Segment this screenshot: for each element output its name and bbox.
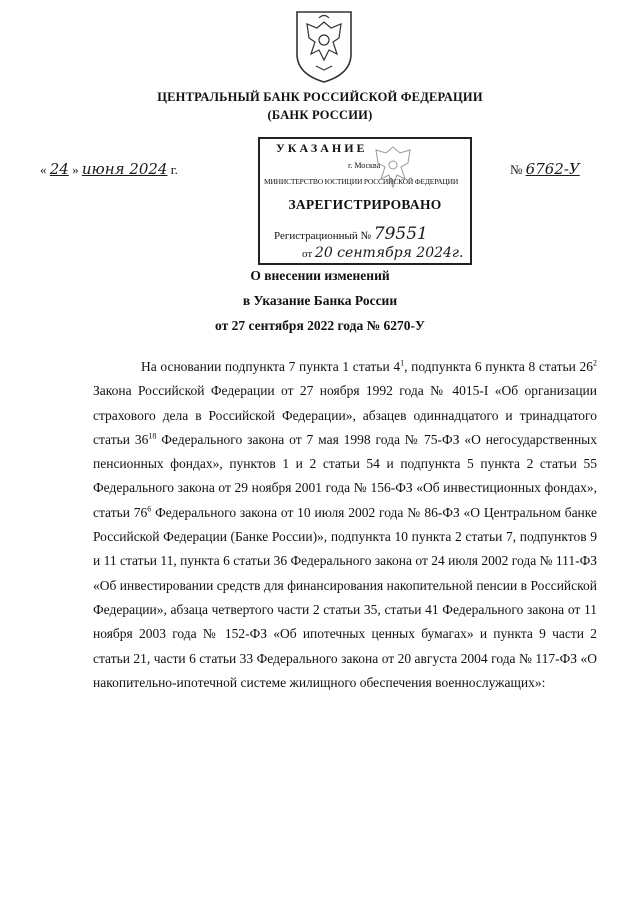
handwritten-number: 6762-У xyxy=(525,160,580,178)
handwritten-month-year: июня 2024 xyxy=(81,160,168,178)
title-line-3: от 27 сентября 2022 года № 6270-У xyxy=(215,318,425,333)
title-line-2: в Указание Банка России xyxy=(242,293,398,308)
stamp-ministry: МИНИСТЕРСТВО ЮСТИЦИИ РОССИЙСКОЙ ФЕДЕРАЦИИ xyxy=(264,177,459,186)
stamp-registered: ЗАРЕГИСТРИРОВАНО xyxy=(288,197,442,212)
bank-short-name: (БАНК РОССИИ) xyxy=(267,108,373,122)
stamp-reg-date: от 20 сентября 2024г. xyxy=(302,245,464,261)
handwritten-reg-number: 79551 xyxy=(373,224,428,244)
preamble-paragraph: На основании подпункта 7 пункта 1 статьи $4^1$, подпункта 6 пункта 8 статьи $26^2$ Закона Российской Федерации от 27 ноября 1992 года № 4015-I «Об организации страхового дела в Российской Федерации», абзацев одиннадцатого и тринадцатого статьи $36^{18}$ Федерального закона от 7 мая 1998 года № 75-ФЗ «О негосударственных пенсионных фондах», пунктов 1 и 2 статьи 54 и подпункта 5 пункта 2 статьи 55 Федерального закона от 29 ноября 2001 года № 156-ФЗ «Об инвестиционных фондах», статьи $76^6$ Федерального закона от 10 июля 2002 года № 86-ФЗ «О Центральном банке Российской Федерации (Банке России)», подпункта 10 пункта 2 статьи 7, подпунктов 9 и 11 статьи 11, пункта 6 статьи 36 Федерального закона от 24 июля 2002 года № 111-ФЗ «Об инвестировании средств для финансирования накопительной пенсии в Российской Федерации», абзаца четвертого части 2 статьи 35, статьи 41 Федерального закона от 11 ноября 2003 года № 152-ФЗ «Об ипотечных ценных бумагах» и пункта 9 части 2 статьи 21, части 6 статьи 33 Федерального закона от 20 августа 2004 года № 117-ФЗ «О накопительно-ипотечной системе жилищного обеспечения военнослужащих»: xyxy=(93,358,598,690)
document-number: № 6762-У xyxy=(510,160,580,178)
coat-of-arms-icon xyxy=(293,8,355,84)
title-line-1: О внесении изменений xyxy=(250,268,390,283)
stamp-doc-type: УКАЗАНИЕ xyxy=(276,141,368,155)
stamp-city: г. Москва xyxy=(348,161,381,170)
bank-name: ЦЕНТРАЛЬНЫЙ БАНК РОССИЙСКОЙ ФЕДЕРАЦИИ xyxy=(157,90,483,104)
handwritten-reg-date: 20 сентября 2024г. xyxy=(314,245,464,261)
registration-stamp xyxy=(258,137,472,265)
handwritten-day: 24 xyxy=(49,160,69,178)
stamp-reg-number: Регистрационный № 79551 xyxy=(274,224,428,244)
document-date: « 24 » июня 2024 г. xyxy=(40,160,178,178)
